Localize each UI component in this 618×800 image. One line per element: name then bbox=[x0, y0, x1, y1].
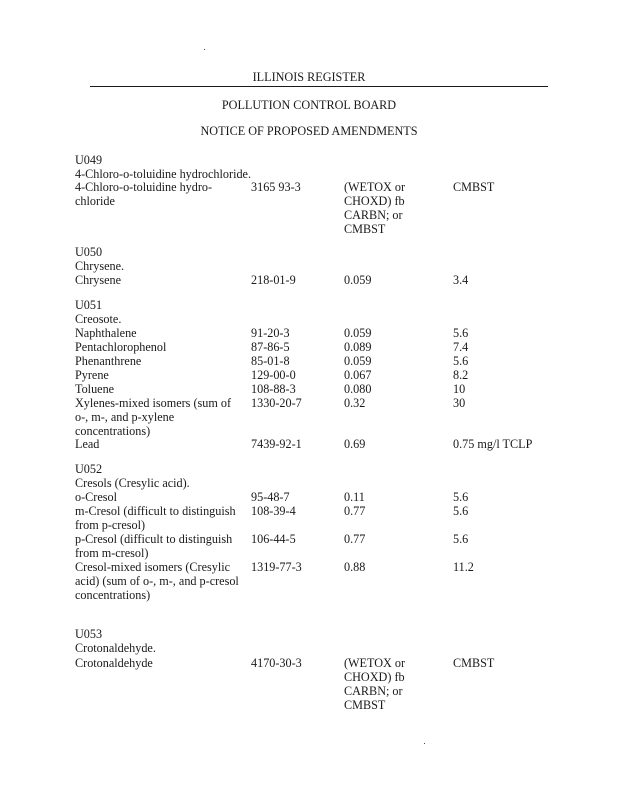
constituent-cell: Pyrene bbox=[75, 368, 109, 382]
board-title: POLLUTION CONTROL BOARD bbox=[221, 98, 397, 112]
wastewater-cell: 0.080 bbox=[344, 382, 372, 396]
cas-cell: 4170-30-3 bbox=[251, 656, 302, 670]
nonwastewater-cell: 7.4 bbox=[453, 340, 469, 354]
section-name: Cresols (Cresylic acid). bbox=[75, 476, 190, 490]
notice-title: NOTICE OF PROPOSED AMENDMENTS bbox=[200, 124, 418, 138]
constituent-cell: Toluene bbox=[75, 382, 115, 396]
section-code: U051 bbox=[75, 298, 103, 312]
cas-cell: 3165 93-3 bbox=[251, 180, 301, 194]
section-code: U050 bbox=[75, 245, 103, 259]
nonwastewater-cell: 11.2 bbox=[453, 560, 474, 574]
nonwastewater-cell: 8.2 bbox=[453, 368, 469, 382]
nonwastewater-cell: 10 bbox=[453, 382, 466, 396]
cas-cell: 91-20-3 bbox=[251, 326, 290, 340]
wastewater-cell: 0.32 bbox=[344, 396, 366, 410]
scan-speck bbox=[424, 743, 425, 744]
constituent-cell: Crotonaldehyde bbox=[75, 656, 153, 670]
nonwastewater-cell: CMBST bbox=[453, 656, 495, 670]
constituent-cell: p-Cresol (difficult to distinguish from m-cresol) bbox=[75, 532, 233, 560]
wastewater-cell: 0.059 bbox=[344, 273, 372, 287]
wastewater-cell: 0.059 bbox=[344, 326, 372, 340]
constituent-cell: Phenanthrene bbox=[75, 354, 142, 368]
section-code: U049 bbox=[75, 153, 103, 167]
constituent-cell: o-Cresol bbox=[75, 490, 117, 504]
header-rule bbox=[90, 86, 548, 87]
nonwastewater-cell: CMBST bbox=[453, 180, 495, 194]
cas-cell: 85-01-8 bbox=[251, 354, 290, 368]
section-name: Creosote. bbox=[75, 312, 122, 326]
constituent-cell: Lead bbox=[75, 437, 100, 451]
cas-cell: 218-01-9 bbox=[251, 273, 296, 287]
wastewater-cell: 0.089 bbox=[344, 340, 372, 354]
cas-cell: 95-48-7 bbox=[251, 490, 290, 504]
nonwastewater-cell: 0.75 mg/l TCLP bbox=[453, 437, 533, 451]
wastewater-cell: 0.77 bbox=[344, 532, 366, 546]
constituent-cell: Pentachlorophenol bbox=[75, 340, 167, 354]
nonwastewater-cell: 3.4 bbox=[453, 273, 469, 287]
nonwastewater-cell: 5.6 bbox=[453, 490, 469, 504]
wastewater-cell: (WETOX or CHOXD) fb CARBN; or CMBST bbox=[344, 656, 406, 712]
nonwastewater-cell: 5.6 bbox=[453, 532, 469, 546]
wastewater-cell: 0.69 bbox=[344, 437, 366, 451]
wastewater-cell: 0.11 bbox=[344, 490, 365, 504]
wastewater-cell: 0.77 bbox=[344, 504, 366, 518]
section-code: U052 bbox=[75, 462, 103, 476]
wastewater-cell: 0.067 bbox=[344, 368, 372, 382]
nonwastewater-cell: 5.6 bbox=[453, 504, 469, 518]
constituent-cell: Xylenes-mixed isomers (sum of o-, m-, and p-xylene concentrations) bbox=[75, 396, 232, 438]
wastewater-cell: 0.88 bbox=[344, 560, 366, 574]
scan-speck bbox=[204, 49, 205, 50]
constituent-cell: m-Cresol (difficult to distinguish from p-cresol) bbox=[75, 504, 236, 532]
constituent-cell: Chrysene bbox=[75, 273, 122, 287]
cas-cell: 87-86-5 bbox=[251, 340, 290, 354]
cas-cell: 7439-92-1 bbox=[251, 437, 302, 451]
constituent-cell: 4-Chloro-o-toluidine hydro-chloride bbox=[75, 180, 213, 208]
nonwastewater-cell: 30 bbox=[453, 396, 466, 410]
nonwastewater-cell: 5.6 bbox=[453, 354, 469, 368]
cas-cell: 1319-77-3 bbox=[251, 560, 302, 574]
section-name: Chrysene. bbox=[75, 259, 125, 273]
wastewater-cell: 0.059 bbox=[344, 354, 372, 368]
constituent-cell: Cresol-mixed isomers (Cresylic acid) (sum of o-, m-, and p-cresol concentrations) bbox=[75, 560, 239, 602]
register-title: ILLINOIS REGISTER bbox=[252, 70, 366, 84]
section-name: 4-Chloro-o-toluidine hydrochloride. bbox=[75, 167, 252, 181]
section-name: Crotonaldehyde. bbox=[75, 641, 156, 655]
cas-cell: 129-00-0 bbox=[251, 368, 296, 382]
cas-cell: 108-88-3 bbox=[251, 382, 296, 396]
cas-cell: 1330-20-7 bbox=[251, 396, 302, 410]
section-code: U053 bbox=[75, 627, 103, 641]
wastewater-cell: (WETOX or CHOXD) fb CARBN; or CMBST bbox=[344, 180, 406, 236]
cas-cell: 106-44-5 bbox=[251, 532, 296, 546]
nonwastewater-cell: 5.6 bbox=[453, 326, 469, 340]
cas-cell: 108-39-4 bbox=[251, 504, 296, 518]
constituent-cell: Naphthalene bbox=[75, 326, 137, 340]
